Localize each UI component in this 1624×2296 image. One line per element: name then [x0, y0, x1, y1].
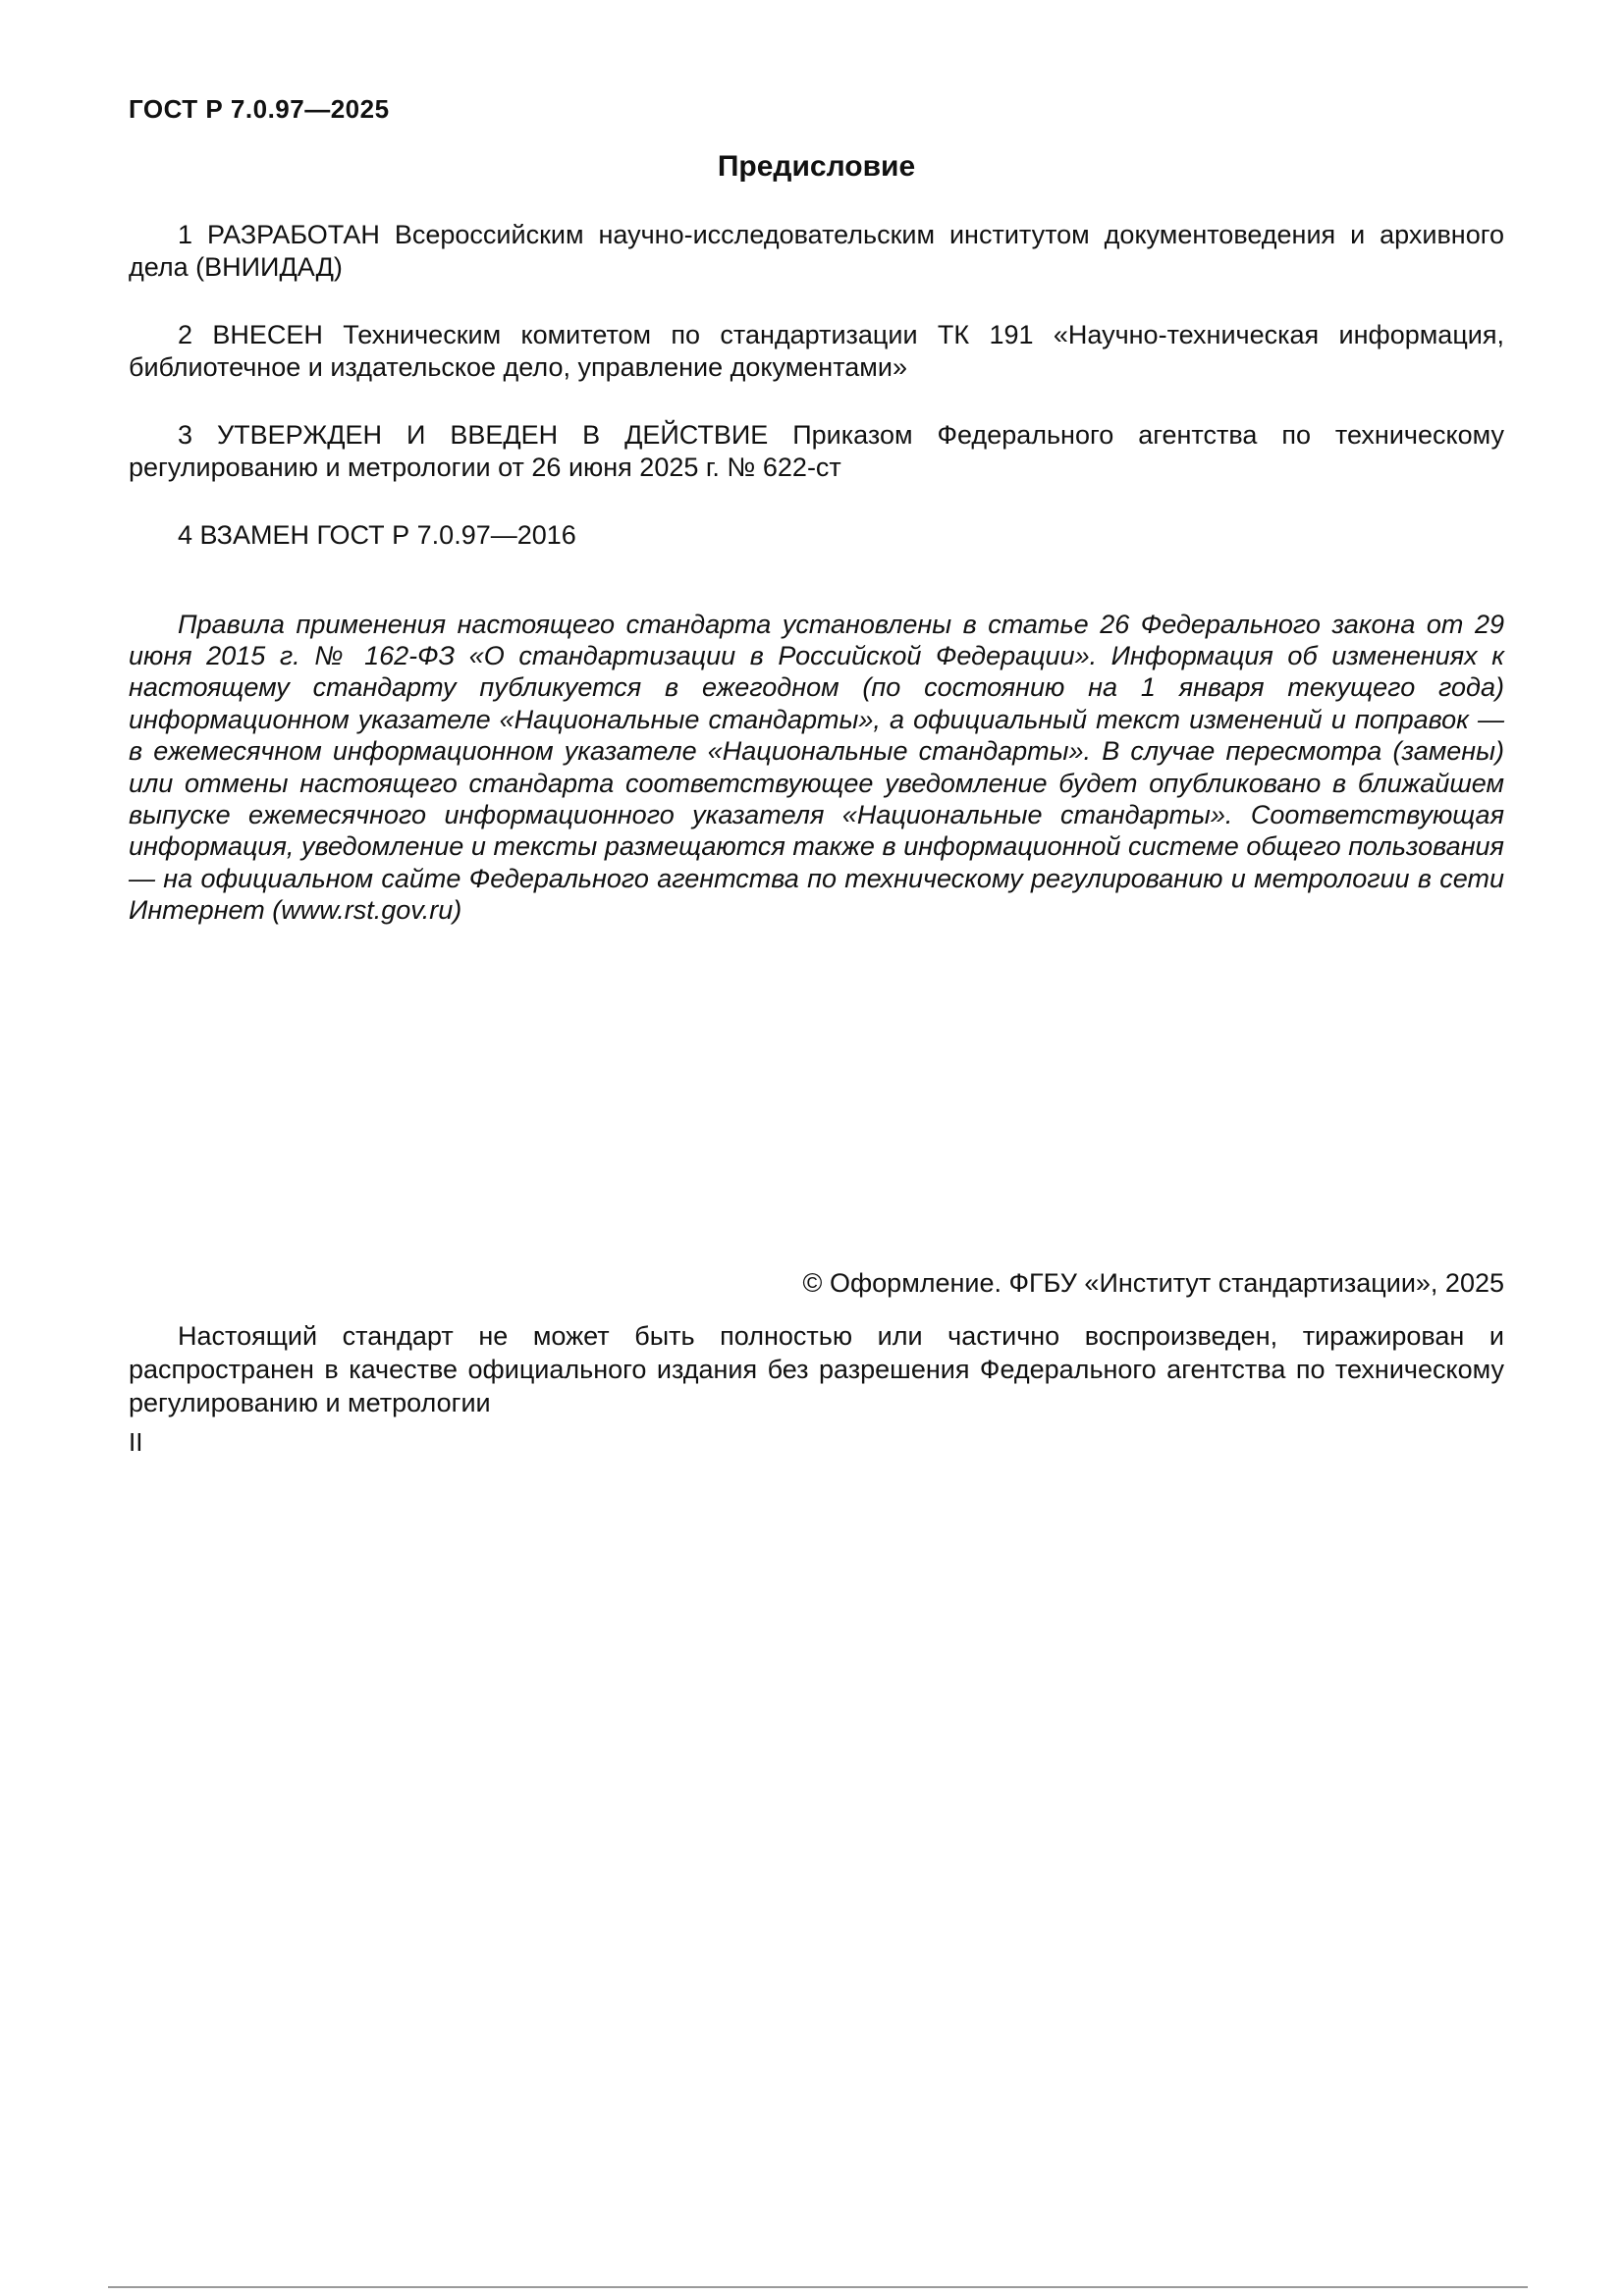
page-bottom-edge-line: [108, 2286, 1528, 2288]
foreword-item-replaces: 4 ВЗАМЕН ГОСТ Р 7.0.97—2016: [178, 519, 576, 550]
page-number: II: [129, 1427, 143, 1458]
document-code: ГОСТ Р 7.0.97—2025: [129, 94, 390, 124]
foreword-item-approved: 3 УТВЕРЖДЕН И ВВЕДЕН В ДЕЙСТВИЕ Приказом Федерального агентства по техническому регулированию и метрологии от 26 июня 2025 г. № 622-ст: [129, 419, 1504, 482]
page-content: [129, 94, 1504, 926]
page-footer: [129, 1268, 1504, 1458]
foreword-title: Предисловие: [717, 150, 916, 183]
foreword-item-submitted: 2 ВНЕСЕН Техническим комитетом по стандартизации ТК 191 «Научно-техническая информация, библиотечное и издательское дело, управление документами»: [129, 319, 1504, 382]
distribution-restriction: Настоящий стандарт не может быть полностью или частично воспроизведен, тиражирован и распространен в качестве официального издания без разрешения Федерального агентства по техническому регулированию и метрологии: [129, 1321, 1504, 1417]
copyright-line: © Оформление. ФГБУ «Институт стандартизации», 2025: [802, 1268, 1504, 1298]
foreword-item-developed: 1 РАЗРАБОТАН Всероссийским научно-исследовательским институтом документоведения и архивного дела (ВНИИДАД): [129, 220, 1504, 282]
application-rules-note: Правила применения настоящего стандарта установлены в статье 26 Федерального закона от 29 июня 2015 г. № 162-ФЗ «О стандартизации в Российской Федерации». Информация об изменениях к настоящему стандарту публикуется в ежегодном (по состоянию на 1 января текущего года) информационном указателе «Национальные стандарты», а официальный текст изменений и поправок — в ежемесячном информационном указателе «Национальные стандарты». В случае пересмотра (замены) или отмены настоящего стандарта соответствующее уведомление будет опубликовано в ближайшем выпуске ежемесячного информационного указателя «Национальные стандарты». Соответствующая информация, уведомление и тексты размещаются также в информационной системе общего пользования — на официальном сайте Федерального агентства по техническому регулированию и метрологии в сети Интернет (www.rst.gov.ru): [129, 609, 1504, 926]
